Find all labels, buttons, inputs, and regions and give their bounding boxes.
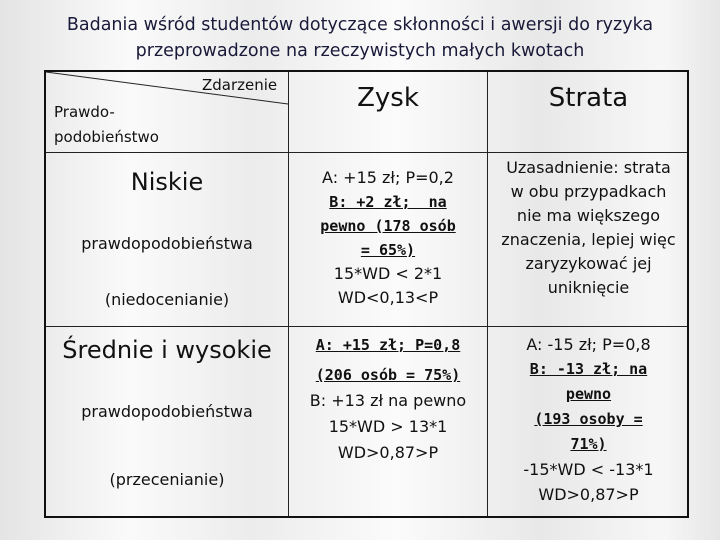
- row-high-gain-option-b: B: +13 zł na pewno: [309, 391, 467, 410]
- row-high-loss-option-b-4: 71%): [570, 435, 607, 453]
- row-high-loss-option-b-3: (193 osoby =: [534, 410, 643, 428]
- page-title: [0, 12, 720, 64]
- header-loss: Strata: [548, 83, 629, 113]
- header-divider: [46, 152, 687, 153]
- corner-probability-line-1: Prawdo-: [54, 103, 115, 121]
- row-low-gain-cell: [289, 154, 487, 322]
- row-high-loss-calc-2: WD>0,87>P: [538, 485, 639, 504]
- row-low-gain-calc-2: WD<0,13<P: [337, 288, 439, 307]
- row-high-loss-option-a: A: -15 zł; P=0,8: [526, 335, 651, 354]
- row-high-note: (przecenianie): [109, 470, 225, 489]
- title-line-1: Badania wśród studentów dotyczące skłonności i awersji do ryzyka: [66, 15, 654, 35]
- row-low-loss-cell: [488, 154, 689, 302]
- row-high-gain-calc-1: 15*WD > 13*1: [328, 417, 448, 436]
- row-low-loss-line-5: zaryzykować jej: [525, 254, 652, 273]
- row-high-label: Średnie i wysokie: [62, 336, 272, 364]
- row-low-gain-calc-1: 15*WD < 2*1: [333, 264, 443, 283]
- row-low-sublabel: prawdopodobieństwa: [81, 234, 253, 253]
- row-high-loss-calc-1: -15*WD < -13*1: [523, 460, 654, 479]
- row-low-note: (niedocenianie): [104, 290, 230, 309]
- corner-event-label: Zdarzenie: [202, 76, 278, 94]
- corner-probability-label: [54, 100, 159, 150]
- row-low-gain-option-b-1: B: +2 zł; na: [329, 193, 447, 211]
- row-high-gain-cell: [289, 330, 487, 470]
- decision-table: [44, 70, 689, 518]
- header-gain: Zysk: [357, 83, 419, 113]
- corner-probability-line-2: podobieństwo: [54, 128, 159, 146]
- row-low-loss-line-2: w obu przypadkach: [510, 182, 667, 201]
- row-low-gain-option-b-2: pewno (178 osób: [320, 217, 456, 235]
- row-low-gain-option-a: A: +15 zł; P=0,2: [322, 168, 454, 187]
- row-high-gain-calc-2: WD>0,87>P: [337, 443, 439, 462]
- row-high-loss-option-b-1: B: -13 zł; na: [529, 360, 648, 378]
- row-low-label: Niskie: [130, 168, 204, 196]
- row-high-loss-cell: [488, 330, 689, 516]
- title-line-2: przeprowadzone na rzeczywistych małych kwotach: [135, 41, 585, 61]
- row-high-sublabel: prawdopodobieństwa: [81, 402, 253, 421]
- row-low-gain-option-b-3: = 65%): [360, 241, 416, 259]
- row-high-gain-option-a-1: A: +15 zł; P=0,8: [315, 336, 461, 354]
- row-low-loss-line-4: znaczenia, lepiej więc: [501, 230, 676, 249]
- row-low-loss-line-1: Uzasadnienie: strata: [506, 158, 671, 177]
- row-high-gain-option-a-2: (206 osób = 75%): [315, 366, 461, 384]
- row-high-loss-option-b-2: pewno: [565, 385, 612, 403]
- row-low-loss-line-6: uniknięcie: [547, 278, 630, 297]
- row-low-loss-line-3: nie ma większego: [516, 206, 661, 225]
- row-divider: [46, 326, 687, 327]
